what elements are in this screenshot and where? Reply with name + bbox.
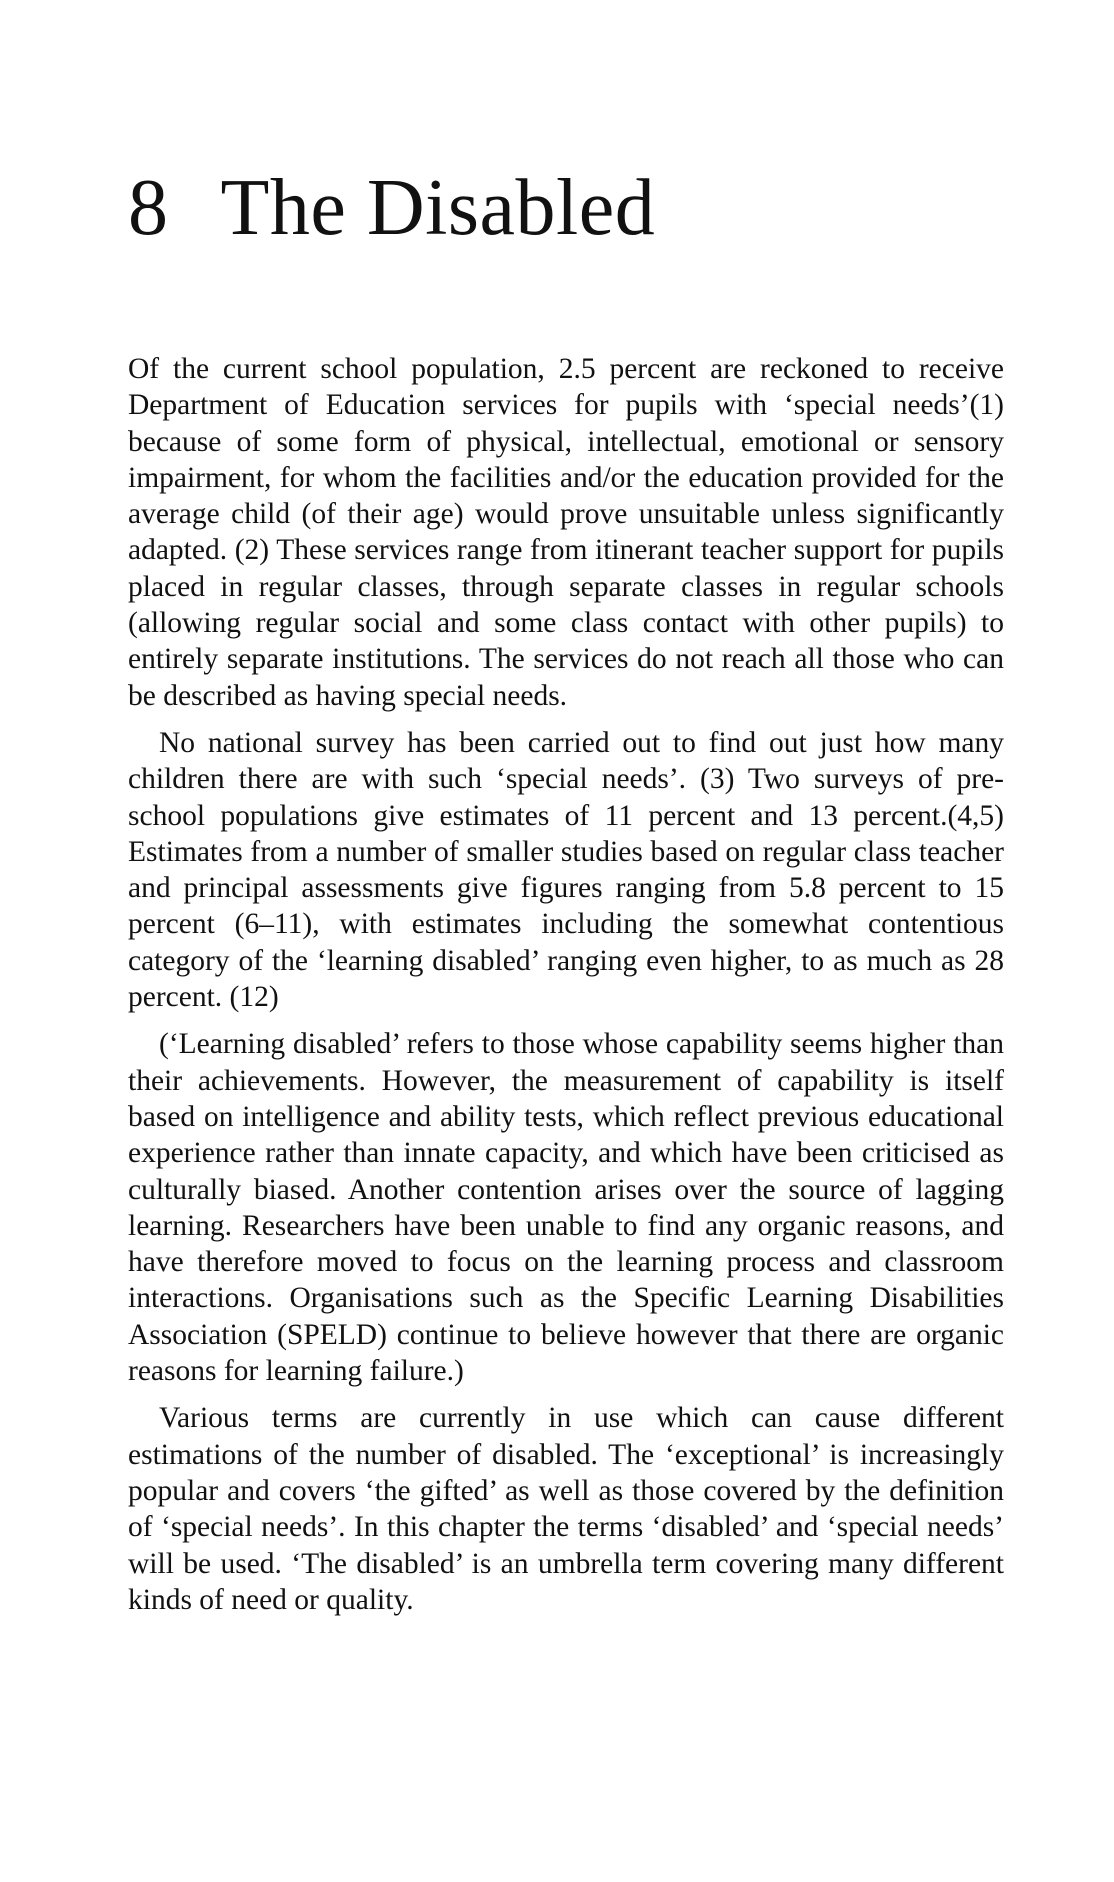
chapter-title: The Disabled bbox=[220, 164, 656, 252]
chapter-heading bbox=[128, 164, 656, 252]
chapter-number: 8 bbox=[128, 164, 169, 252]
paragraph-learning-disabled: (‘Learning disabled’ refers to those whose capability seems higher than their achievements. However, the measurement of capability is itself based on intelligence and ability tests, which reflect previous educational experience rather than innate capacity, and which have been criticised as culturally biased. Another contention arises over the source of lagging learning. Researchers have been unable to find any organic reasons, and have therefore moved to focus on the learning process and classroom interactions. Organisations such as the Specific Learning Disabilities Association (SPELD) continue to believe however that there are organic reasons for learning failure.) bbox=[128, 1028, 1004, 1388]
chapter-body bbox=[128, 351, 1004, 1629]
paragraph-national-survey: No national survey has been carried out to find out just how many children there are with such ‘special needs’. (3) Two surveys of pre-school populations give estimates of 11 percent and 13 percent.(4,5) Estimates from a number of smaller studies based on regular class teacher and principal assessments give figures ranging from 5.8 percent to 15 percent (6–11), with estimates including the somewhat contentious category of the ‘learning disabled’ ranging even higher, to as much as 28 percent. (12) bbox=[128, 726, 1004, 1014]
paragraph-school-population: Of the current school population, 2.5 percent are reckoned to receive Department of Education services for pupils with ‘special needs’(1) because of some form of physical, intellectual, emotional or sensory impairment, for whom the facilities and/or the education provided for the average child (of their age) would prove unsuitable unless significantly adapted. (2) These services range from itinerant teacher support for pupils placed in regular classes, through separate classes in regular schools (allowing regular social and some class contact with other pupils) to entirely separate institutions. The services do not reach all those who can be described as having special needs. bbox=[128, 353, 1004, 712]
paragraph-terminology: Various terms are currently in use which can cause different estimations of the number of disabled. The ‘exceptional’ is increasingly popular and covers ‘the gifted’ as well as those covered by the definition of ‘special needs’. In this chapter the terms ‘disabled’ and ‘special needs’ will be used. ‘The disabled’ is an umbrella term covering many different kinds of need or quality. bbox=[128, 1402, 1004, 1616]
